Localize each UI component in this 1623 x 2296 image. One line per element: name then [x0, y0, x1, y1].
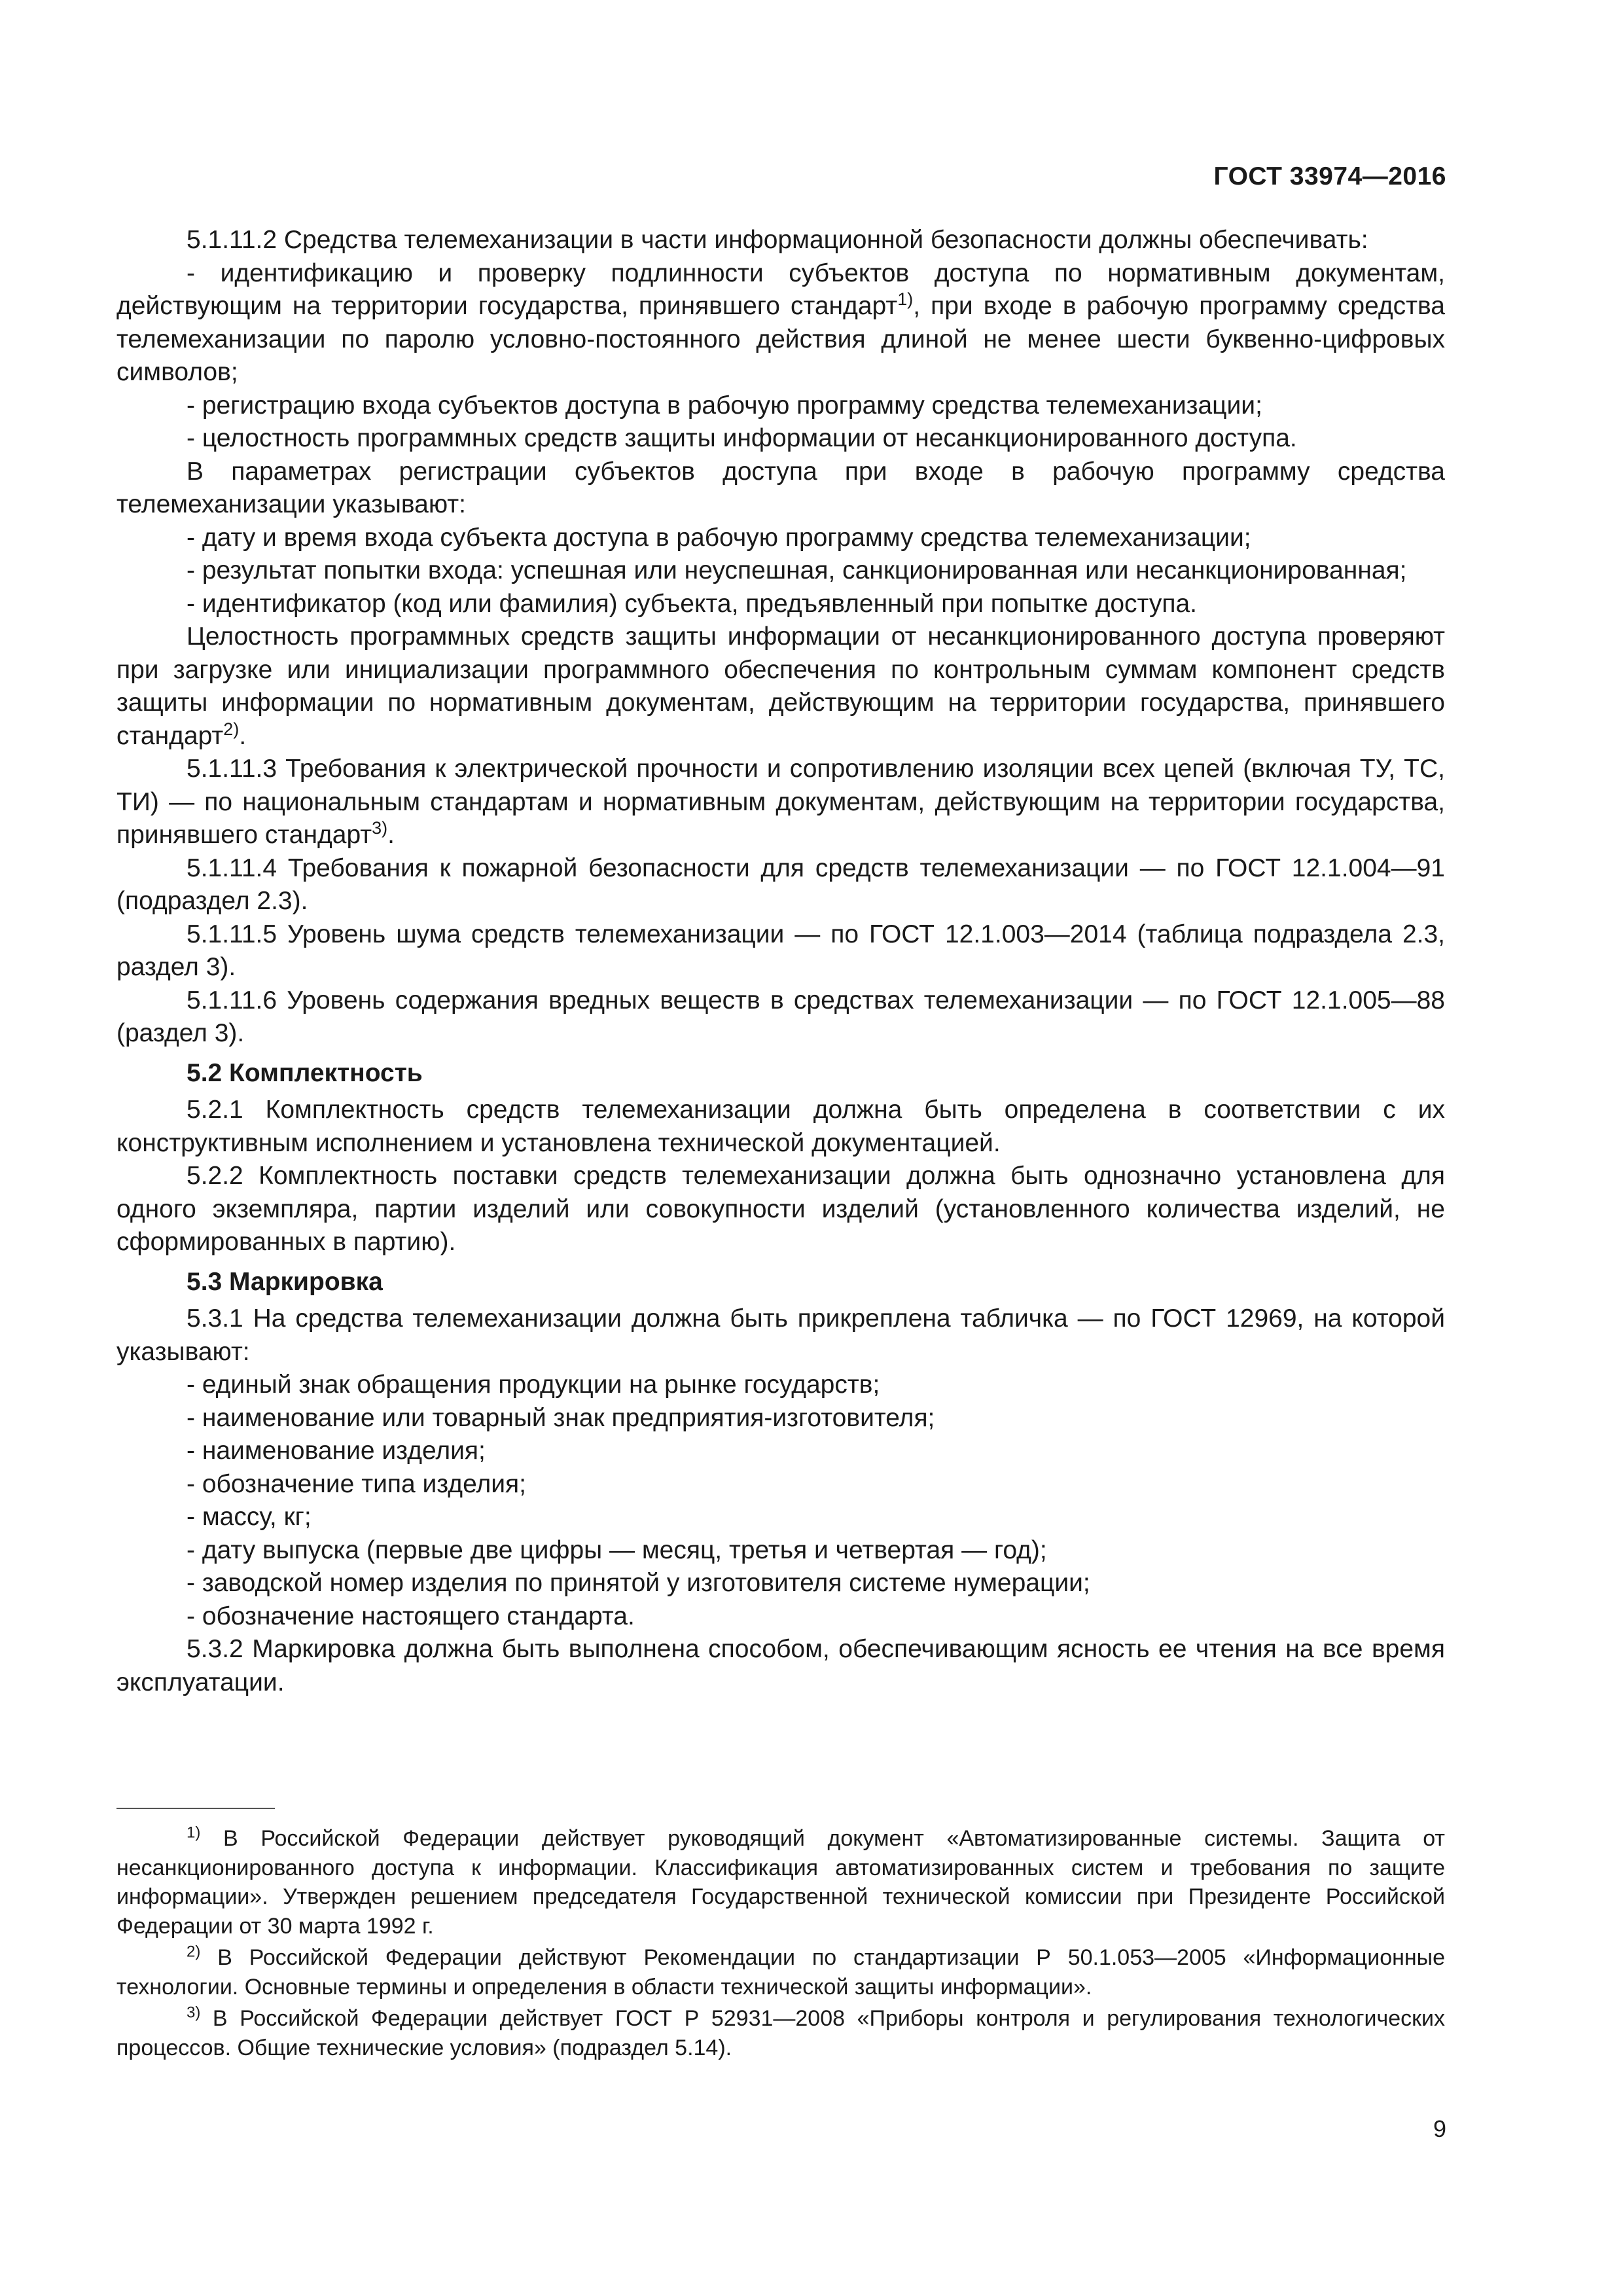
paragraph-5-1-11-6: 5.1.11.6 Уровень содержания вредных веществ в средствах телемеханизации — по ГОСТ 12.1.005—88 (раздел 3). — [116, 986, 1445, 1047]
list-item: - регистрацию входа субъектов доступа в рабочую программу средства телемеханизации; — [187, 391, 1262, 420]
footnote-3 — [116, 2004, 1445, 2062]
paragraph-text: . — [387, 821, 395, 849]
footnote-ref[interactable]: 3) — [372, 818, 388, 838]
footnote-mark: 3) — [187, 2003, 201, 2022]
paragraph-5-1-11-2: 5.1.11.2 Средства телемеханизации в части информационной безопасности должны обеспечивать: — [187, 226, 1368, 254]
paragraph — [116, 620, 1445, 753]
paragraph-5-3-2: 5.3.2 Маркировка должна быть выполнена способом, обеспечивающим ясность ее чтения на все время эксплуатации. — [116, 1635, 1445, 1696]
footnote-text: В Российской Федерации действуют Рекомендации по стандартизации Р 50.1.053—2005 «Информационные технологии. Основные термины и определения в области технической защиты информации». — [116, 1945, 1445, 2000]
footnotes — [116, 1824, 1445, 2065]
list-item — [116, 257, 1445, 389]
paragraph-5-1-11-3 — [116, 753, 1445, 852]
paragraph-5-1-11-5: 5.1.11.5 Уровень шума средств телемеханизации — по ГОСТ 12.1.003—2014 (таблица подраздела 2.3, раздел 3). — [116, 920, 1445, 981]
footnote-separator — [116, 1808, 275, 1809]
list-item: - заводской номер изделия по принятой у изготовителя системе нумерации; — [187, 1569, 1090, 1597]
list-item: - наименование изделия; — [187, 1437, 486, 1465]
paragraph-text: . — [239, 721, 247, 750]
list-item: - обозначение типа изделия; — [187, 1469, 526, 1498]
footnote-mark: 1) — [187, 1823, 201, 1842]
list-item: - идентификатор (код или фамилия) субъекта, предъявленный при попытке доступа. — [187, 589, 1197, 618]
section-heading-5-2: 5.2 Комплектность — [187, 1058, 423, 1087]
paragraph-5-1-11-4: 5.1.11.4 Требования к пожарной безопасности для средств телемеханизации — по ГОСТ 12.1.004—91 (подраздел 2.3). — [116, 853, 1445, 915]
list-item: - наименование или товарный знак предприятия-изготовителя; — [187, 1403, 935, 1432]
list-item: - результат попытки входа: успешная или неуспешная, санкционированная или несанкционированная; — [187, 556, 1407, 584]
list-item: - целостность программных средств защиты информации от несанкционированного доступа. — [187, 424, 1297, 452]
section-heading-5-3: 5.3 Маркировка — [187, 1267, 383, 1296]
footnote-1 — [116, 1824, 1445, 1941]
paragraph-5-2-1: 5.2.1 Комплектность средств телемеханизации должна быть определена в соответствии с их конструктивным исполнением и установлена технической документацией. — [116, 1096, 1445, 1157]
list-item-text: , при входе в рабочую программу средства телемеханизации по паролю условно-постоянного действия длиной не менее шести буквенно-цифровых символов; — [116, 292, 1445, 386]
paragraph-5-2-2: 5.2.2 Комплектность поставки средств телемеханизации должна быть однозначно установлена для одного экземпляра, партии изделий или совокупности изделий (установленного количества изделий, не сформированных в партию). — [116, 1162, 1445, 1256]
paragraph-text: Целостность программных средств защиты информации от несанкционированного доступа проверяют при загрузке или инициализации программного обеспечения по контрольным суммам компонент средств защиты информации по нормативным документам, действующим на территории государства, принявшего стандарт — [116, 622, 1445, 750]
footnote-ref[interactable]: 1) — [897, 289, 914, 309]
list-item: - дату выпуска (первые две цифры — месяц, третья и четвертая — год); — [187, 1535, 1047, 1564]
list-item: - массу, кг; — [187, 1503, 312, 1531]
paragraph-5-3-1: 5.3.1 На средства телемеханизации должна быть прикреплена табличка — по ГОСТ 12969, на которой указывают: — [116, 1304, 1445, 1366]
list-item-text: - идентификацию и проверку подлинности субъектов доступа по нормативным документам, действующим на территории государства, принявшего стандарт — [116, 259, 1445, 320]
document-body — [116, 224, 1445, 1699]
paragraph: В параметрах регистрации субъектов доступа при входе в рабочую программу средства телемеханизации указывают: — [116, 457, 1445, 518]
footnote-ref[interactable]: 2) — [223, 719, 240, 739]
page-number: 9 — [1433, 2115, 1446, 2142]
list-item: - обозначение настоящего стандарта. — [187, 1602, 635, 1630]
list-item: - единый знак обращения продукции на рынке государств; — [187, 1371, 880, 1399]
paragraph-text: 5.1.11.3 Требования к электрической прочности и сопротивлению изоляции всех цепей (включая ТУ, ТС, ТИ) — по национальным стандартам и нормативным документам, действующим на территории государства, принявшего стандарт — [116, 755, 1445, 849]
list-item: - дату и время входа субъекта доступа в рабочую программу средства телемеханизации; — [187, 523, 1251, 552]
footnote-mark: 2) — [187, 1943, 201, 1961]
footnote-text: В Российской Федерации действует ГОСТ Р 52931—2008 «Приборы контроля и регулирования технологических процессов. Общие технические условия» (подраздел 5.14). — [116, 2006, 1445, 2060]
footnote-2 — [116, 1943, 1445, 2001]
document-header: ГОСТ 33974—2016 — [1213, 162, 1446, 190]
footnote-text: В Российской Федерации действует руководящий документ «Автоматизированные системы. Защита от несанкционированного доступа к информации. Классификация автоматизированных систем и требования по защите информации». Утвержден решением председателя Государственной технической комиссии при Президенте Российской Федерации от 30 марта 1992 г. — [116, 1826, 1445, 1939]
